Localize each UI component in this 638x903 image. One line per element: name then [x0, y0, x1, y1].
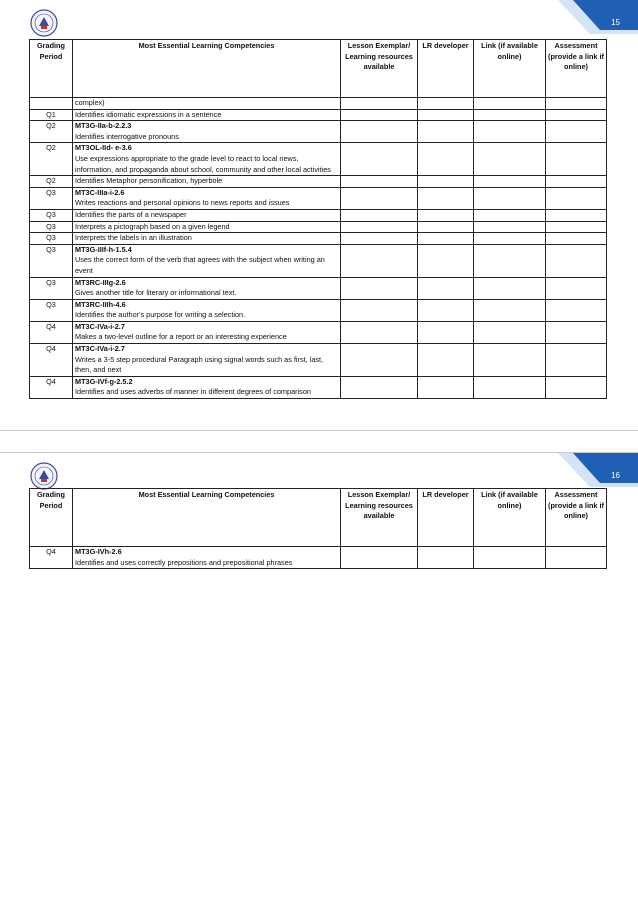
lr-developer-cell: [418, 244, 474, 277]
header-grading-period: Grading Period: [30, 40, 73, 98]
table-row: [30, 121, 607, 143]
grading-period-cell: Q3: [30, 233, 73, 245]
header-corner-decoration: [528, 453, 638, 487]
link-cell: [474, 221, 546, 233]
assessment-cell: [546, 98, 607, 110]
lesson-exemplar-cell: [341, 143, 418, 176]
grading-period-cell: Q4: [30, 321, 73, 343]
table-row: [30, 376, 607, 398]
table-row: [30, 109, 607, 121]
grading-period-cell: Q3: [30, 187, 73, 209]
table-row: [30, 176, 607, 188]
link-cell: [474, 109, 546, 121]
grading-period-cell: Q3: [30, 221, 73, 233]
lesson-exemplar-cell: [341, 299, 418, 321]
grading-period-cell: Q4: [30, 344, 73, 377]
assessment-cell: [546, 221, 607, 233]
grading-period-cell: Q3: [30, 299, 73, 321]
lesson-exemplar-cell: [341, 547, 418, 569]
competency-code: MT3RC-IIIg-2.6: [75, 277, 126, 287]
competency-cell: [73, 233, 341, 245]
table-row: [30, 244, 607, 277]
competency-text: Interprets a pictograph based on a given legend: [75, 221, 230, 231]
competency-cell: [73, 109, 341, 121]
link-cell: [474, 321, 546, 343]
lesson-exemplar-cell: [341, 176, 418, 188]
competency-text: Identifies the author's purpose for writing a selection.: [75, 310, 246, 320]
header-grading-period: Grading Period: [30, 489, 73, 547]
table-row: [30, 209, 607, 221]
link-cell: [474, 233, 546, 245]
grading-period-cell: Q4: [30, 376, 73, 398]
header-lesson-exemplar: Lesson Exemplar/ Learning resources available: [341, 40, 418, 98]
competency-cell: [73, 221, 341, 233]
lr-developer-cell: [418, 299, 474, 321]
competency-text: Uses the correct form of the verb that agrees with the subject when writing an event: [75, 255, 325, 275]
lesson-exemplar-cell: [341, 221, 418, 233]
lesson-exemplar-cell: [341, 187, 418, 209]
competency-code: MT3G-IVh-2.6: [75, 547, 122, 556]
competency-text: Interprets the labels in an illustration: [75, 233, 192, 243]
assessment-cell: [546, 176, 607, 188]
header-lr-developer: LR developer: [418, 40, 474, 98]
assessment-cell: [546, 233, 607, 245]
grading-period-cell: Q2: [30, 121, 73, 143]
link-cell: [474, 121, 546, 143]
competency-code: MT3C-IVa-i-2.7: [75, 344, 125, 354]
link-cell: [474, 187, 546, 209]
competency-cell: [73, 277, 341, 299]
lr-developer-cell: [418, 547, 474, 569]
competency-text: Use expressions appropriate to the grade level to react to local news, information, and propaganda about school, community and other local activities: [75, 153, 331, 174]
competency-code: MT3G-IVf-g-2.5.2: [75, 376, 133, 386]
competency-cell: [73, 244, 341, 277]
table-row: [30, 277, 607, 299]
lr-developer-cell: [418, 209, 474, 221]
assessment-cell: [546, 109, 607, 121]
competency-cell: [73, 376, 341, 398]
competency-text: Identifies and uses correctly prepositions and prepositional phrases: [75, 557, 293, 567]
lr-developer-cell: [418, 376, 474, 398]
lr-developer-cell: [418, 143, 474, 176]
link-cell: [474, 244, 546, 277]
grading-period-cell: Q2: [30, 143, 73, 176]
lesson-exemplar-cell: [341, 233, 418, 245]
link-cell: [474, 277, 546, 299]
lesson-exemplar-cell: [341, 244, 418, 277]
lr-developer-cell: [418, 98, 474, 110]
link-cell: [474, 344, 546, 377]
link-cell: [474, 547, 546, 569]
lr-developer-cell: [418, 121, 474, 143]
grading-period-cell: Q3: [30, 244, 73, 277]
lr-developer-cell: [418, 221, 474, 233]
header-corner-decoration: [528, 0, 638, 34]
assessment-cell: [546, 209, 607, 221]
competency-text: complex): [75, 98, 105, 107]
competency-cell: [73, 143, 341, 176]
competency-text: Identifies Metaphor personification, hyperbole: [75, 176, 223, 186]
assessment-cell: [546, 376, 607, 398]
lr-developer-cell: [418, 187, 474, 209]
competency-code: MT3OL-IId- e-3.6: [75, 143, 132, 153]
lr-developer-cell: [418, 277, 474, 299]
competency-cell: [73, 121, 341, 143]
competency-code: MT3G-IIIf-h-1.5.4: [75, 244, 132, 254]
table-row: [30, 233, 607, 245]
table-row: [30, 547, 607, 569]
grading-period-cell: Q2: [30, 176, 73, 188]
competency-code: MT3C-IIIa-i-2.6: [75, 187, 125, 197]
lr-developer-cell: [418, 176, 474, 188]
competency-code: MT3C-IVa-i-2.7: [75, 321, 125, 331]
lesson-exemplar-cell: [341, 277, 418, 299]
lesson-exemplar-cell: [341, 376, 418, 398]
lesson-exemplar-cell: [341, 121, 418, 143]
competency-code: MT3RC-IIIh-4.6: [75, 299, 126, 309]
grading-period-cell: Q4: [30, 547, 73, 569]
assessment-cell: [546, 143, 607, 176]
lr-developer-cell: [418, 109, 474, 121]
grading-period-cell: Q3: [30, 209, 73, 221]
table-row: [30, 321, 607, 343]
lr-developer-cell: [418, 321, 474, 343]
competencies-table: [29, 39, 607, 399]
link-cell: [474, 376, 546, 398]
header-assessment: Assessment (provide a link if online): [546, 40, 607, 98]
link-cell: [474, 176, 546, 188]
lesson-exemplar-cell: [341, 98, 418, 110]
assessment-cell: [546, 187, 607, 209]
assessment-cell: [546, 299, 607, 321]
grading-period-cell: Q1: [30, 109, 73, 121]
competency-text: Identifies idiomatic expressions in a sentence: [75, 109, 222, 119]
page-number: 16: [611, 471, 620, 480]
competency-cell: [73, 321, 341, 343]
link-cell: [474, 98, 546, 110]
lesson-exemplar-cell: [341, 321, 418, 343]
header-link: Link (if available online): [474, 489, 546, 547]
table-row: [30, 143, 607, 176]
page-15: [0, 0, 638, 431]
table-row: [30, 344, 607, 377]
header-assessment: Assessment (provide a link if online): [546, 489, 607, 547]
link-cell: [474, 299, 546, 321]
page-number: 15: [611, 18, 620, 27]
table-row: [30, 187, 607, 209]
competency-cell: [73, 344, 341, 377]
deped-seal-logo: [30, 9, 58, 37]
competency-text: Gives another title for literary or informational text.: [75, 288, 237, 298]
competency-cell: [73, 209, 341, 221]
lesson-exemplar-cell: [341, 109, 418, 121]
assessment-cell: [546, 321, 607, 343]
competency-text: Identifies and uses adverbs of manner in different degrees of comparison: [75, 387, 311, 397]
competency-text: Makes a two-level outline for a report or an interesting experience: [75, 332, 287, 342]
header-link: Link (if available online): [474, 40, 546, 98]
header-competencies: Most Essential Learning Competencies: [73, 40, 341, 98]
assessment-cell: [546, 344, 607, 377]
assessment-cell: [546, 244, 607, 277]
header-competencies: Most Essential Learning Competencies: [73, 489, 341, 547]
competency-text: Writes a 3-5 step procedural Paragraph using signal words such as first, last, then, and next: [75, 354, 324, 375]
grading-period-cell: Q3: [30, 277, 73, 299]
competency-cell: [73, 176, 341, 188]
lr-developer-cell: [418, 233, 474, 245]
deped-seal-logo: [30, 462, 58, 490]
assessment-cell: [546, 547, 607, 569]
lesson-exemplar-cell: [341, 344, 418, 377]
competencies-table: [29, 488, 607, 569]
link-cell: [474, 143, 546, 176]
competency-cell: [73, 98, 341, 110]
lr-developer-cell: [418, 344, 474, 377]
competency-code: MT3G-IIa-b-2.2.3: [75, 121, 132, 131]
competency-text: Identifies interrogative pronouns: [75, 131, 179, 141]
header-lr-developer: LR developer: [418, 489, 474, 547]
link-cell: [474, 209, 546, 221]
assessment-cell: [546, 121, 607, 143]
grading-period-cell: [30, 98, 73, 110]
table-row: [30, 98, 607, 110]
header-lesson-exemplar: Lesson Exemplar/ Learning resources available: [341, 489, 418, 547]
competency-text: Identifies the parts of a newspaper: [75, 209, 187, 219]
assessment-cell: [546, 277, 607, 299]
table-row: [30, 221, 607, 233]
competency-cell: [73, 187, 341, 209]
lesson-exemplar-cell: [341, 209, 418, 221]
table-row: [30, 299, 607, 321]
page-16: [0, 452, 638, 903]
competency-text: Writes reactions and personal opinions to news reports and issues: [75, 198, 290, 208]
competency-cell: [73, 547, 341, 569]
competency-cell: [73, 299, 341, 321]
